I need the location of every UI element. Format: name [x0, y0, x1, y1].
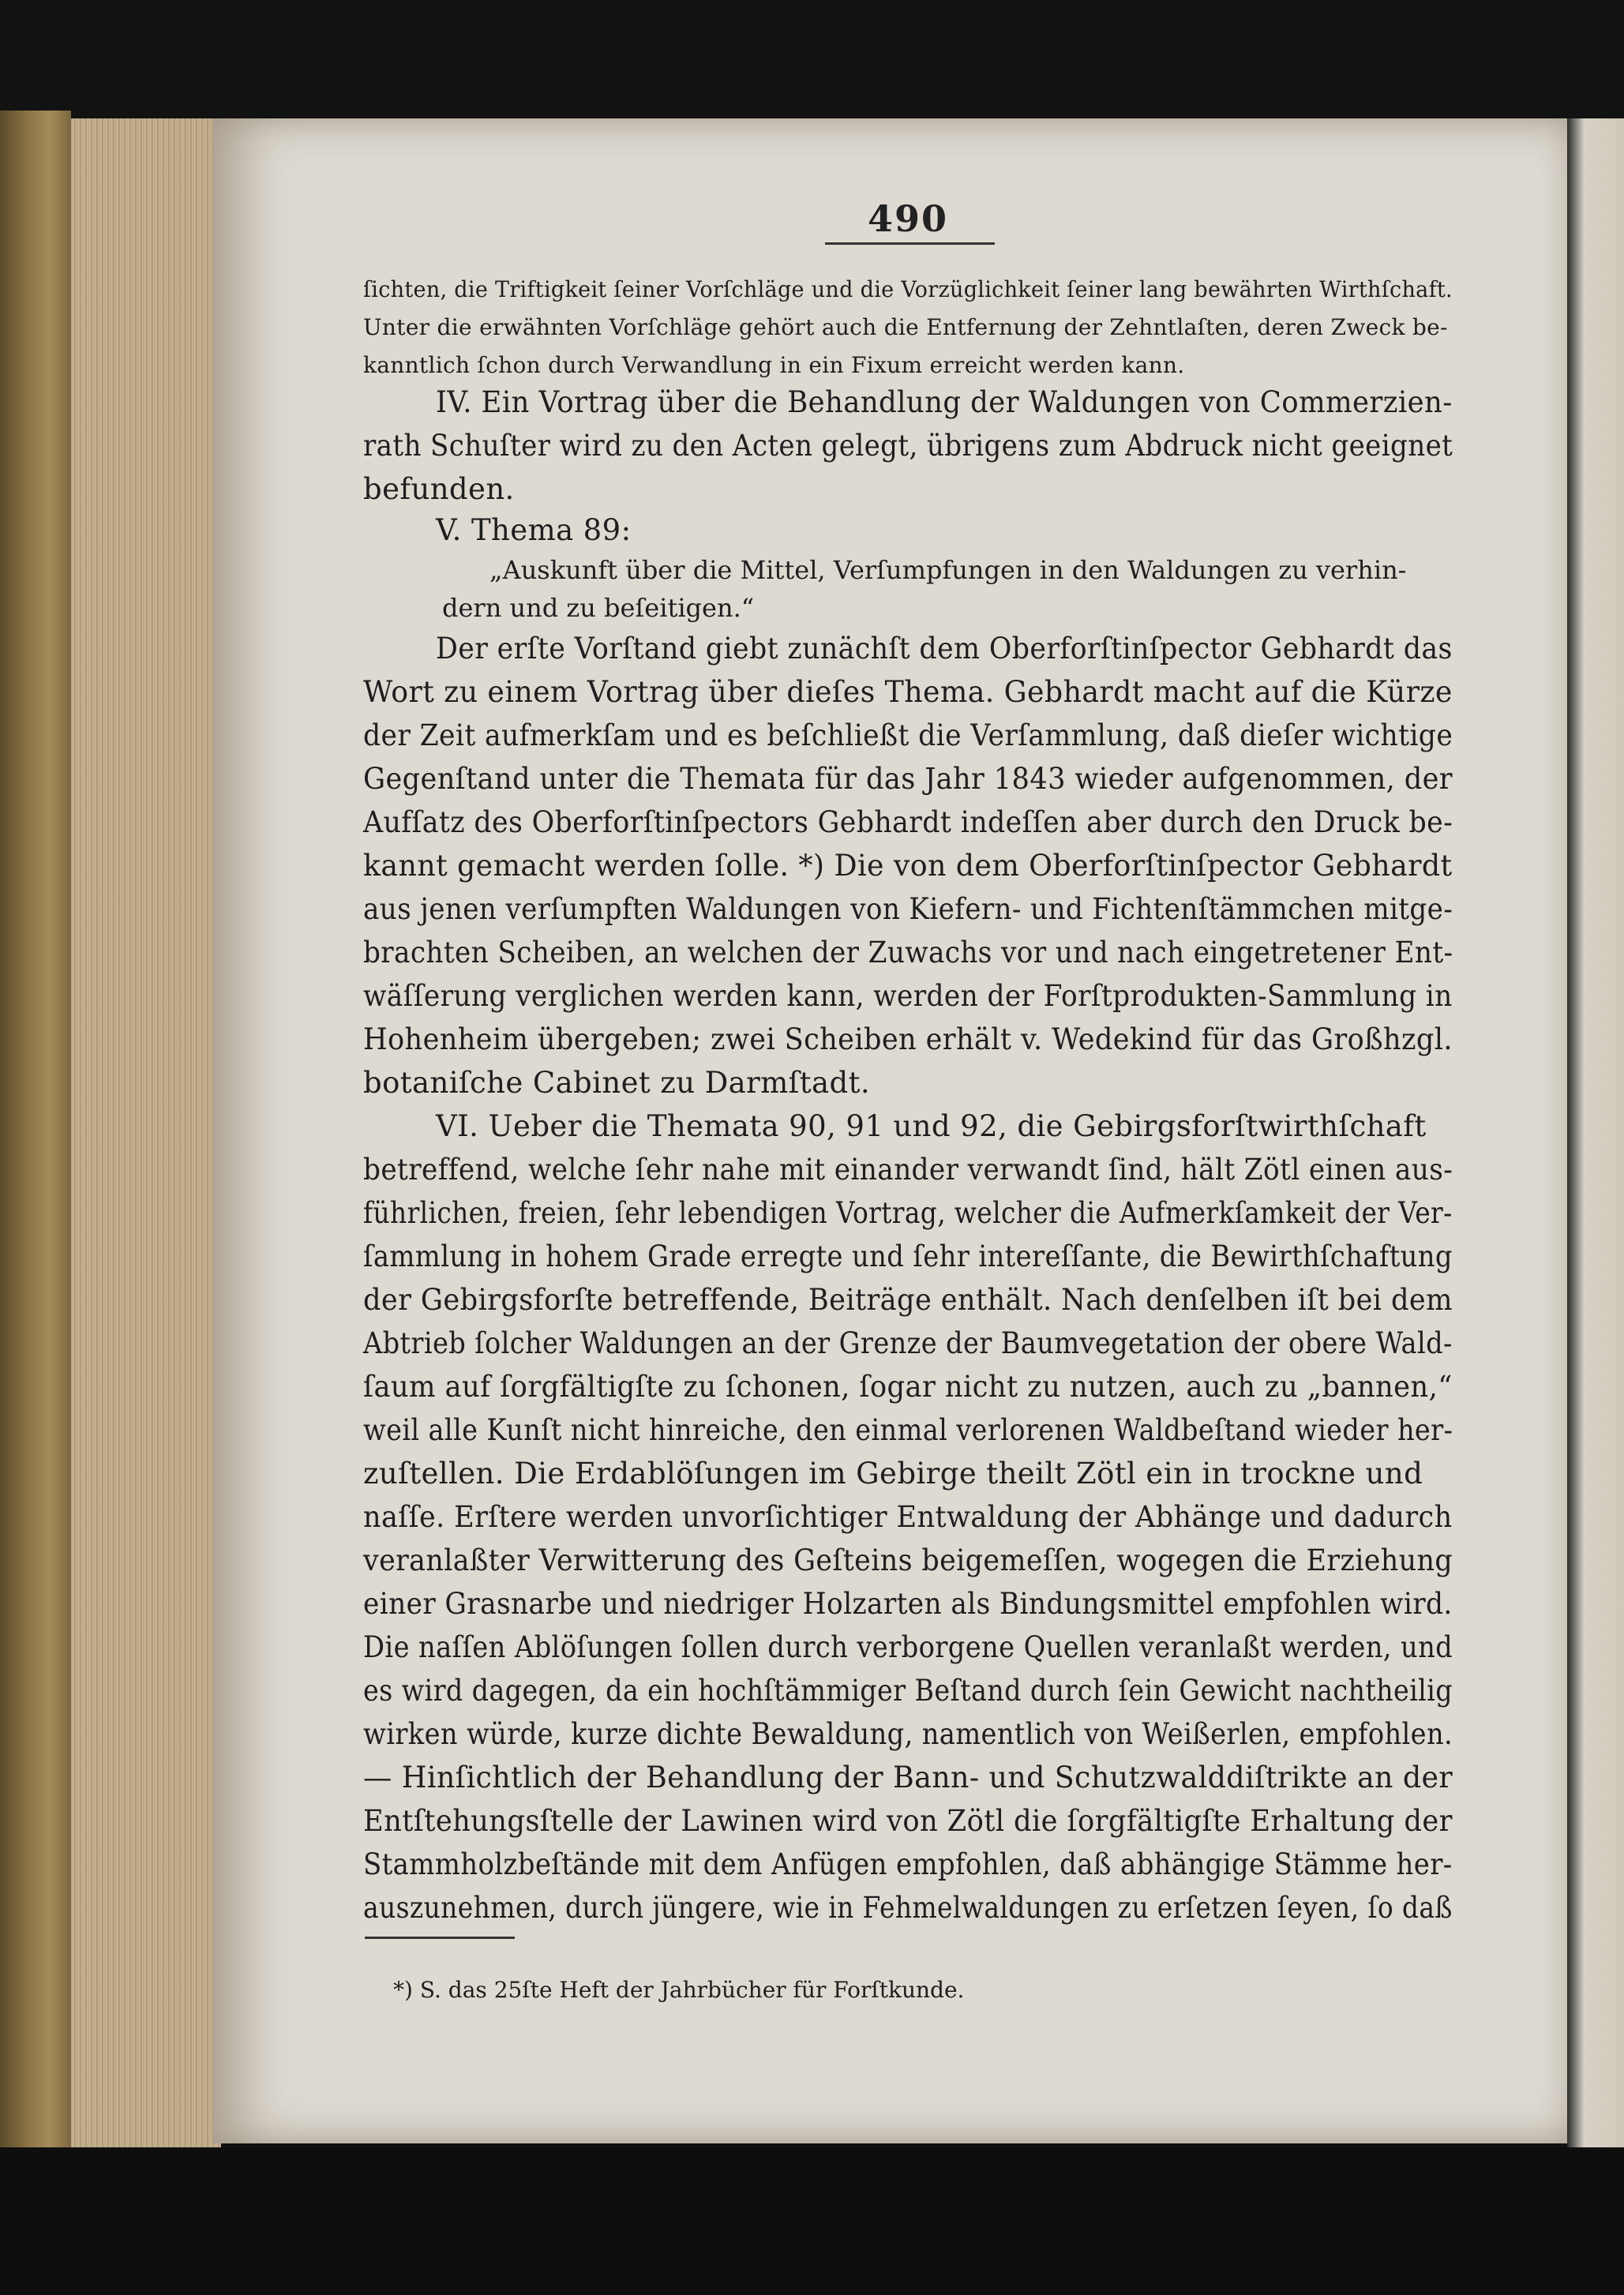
quote-line: dern und zu beſeitigen.“	[442, 593, 755, 623]
text-line: VI. Ueber die Themata 90, 91 und 92, die Gebirgsforſtwirthſchaft	[436, 1109, 1427, 1143]
text-line: betreffend, welche ſehr nahe mit einander verwandt ſind, hält Zötl einen aus-	[363, 1153, 1453, 1187]
text-line: Stammholzbeſtände mit dem Anfügen empfohlen, daß abhängige Stämme her-	[363, 1847, 1453, 1881]
text-line: kanntlich ſchon durch Verwandlung in ein Fixum erreicht werden kann.	[363, 352, 1185, 378]
text-line: botaniſche Cabinet zu Darmſtadt.	[363, 1066, 871, 1100]
text-line: Die naſſen Ablöſungen ſollen durch verborgene Quellen veranlaßt werden, und	[363, 1630, 1453, 1664]
footnote: *) S. das 25ſte Heft der Jahrbücher für Forſtkunde.	[393, 1977, 965, 2003]
text-line: brachten Scheiben, an welchen der Zuwachs vor und nach eingetretener Ent-	[363, 936, 1453, 969]
text-line: V. Thema 89:	[436, 513, 632, 547]
text-line: zuſtellen. Die Erdablöſungen im Gebirge theilt Zötl ein in trockne und	[363, 1457, 1423, 1491]
text-line: Entſtehungsſtelle der Lawinen wird von Zötl die ſorgfältigſte Erhaltung der	[363, 1804, 1453, 1838]
text-line: wäſſerung verglichen werden kann, werden der Forſtprodukten-Sammlung in	[363, 979, 1453, 1013]
text-line: — Hinſichtlich der Behandlung der Bann- und Schutzwalddiſtrikte an der	[363, 1761, 1453, 1794]
text-line: einer Grasnarbe und niedriger Holzarten als Bindungsmittel empfohlen wird.	[363, 1587, 1453, 1621]
text-line: rath Schuſter wird zu den Acten gelegt, übrigens zum Abdruck nicht geeignet	[363, 429, 1453, 463]
text-line: Wort zu einem Vortrag über dieſes Thema. Gebhardt macht auf die Kürze	[363, 675, 1453, 709]
text-line: wirken würde, kurze dichte Bewaldung, namentlich von Weißerlen, empfohlen.	[363, 1717, 1453, 1751]
page-number: 490	[867, 197, 949, 240]
scan-background-top	[0, 0, 1624, 118]
text-line: weil alle Kunſt nicht hinreiche, den einmal verlorenen Waldbeſtand wieder her-	[363, 1413, 1453, 1447]
text-line: der Zeit aufmerkſam und es beſchließt die Verſammlung, daß dieſer wichtige	[363, 718, 1453, 752]
text-line: IV. Ein Vortrag über die Behandlung der Waldungen von Commerzien-	[436, 385, 1453, 419]
text-line: führlichen, freien, ſehr lebendigen Vortrag, welcher die Aufmerkſamkeit der Ver-	[363, 1196, 1453, 1230]
text-line: der Gebirgsforſte betreffende, Beiträge enthält. Nach denſelben iſt bei dem	[363, 1283, 1453, 1317]
page-stack-edge	[71, 118, 221, 2147]
text-line: Unter die erwähnten Vorſchläge gehört auch die Entfernung der Zehntlaſten, deren Zweck be-	[363, 314, 1448, 340]
quote-line: „Auskunft über die Mittel, Verſumpfungen in den Waldungen zu verhin-	[489, 555, 1407, 585]
text-line: Der erſte Vorſtand giebt zunächſt dem Oberforſtinſpector Gebhardt das	[436, 632, 1453, 666]
text-line: naſſe. Erſtere werden unvorſichtiger Entwaldung der Abhänge und dadurch	[363, 1500, 1453, 1534]
text-line: ſichten, die Triftigkeit ſeiner Vorſchläge und die Vorzüglichkeit ſeiner lang bewährten Wirthſchaft.	[363, 276, 1453, 302]
text-line: Hohenheim übergeben; zwei Scheiben erhält v. Wedekind für das Großhzgl.	[363, 1022, 1453, 1056]
text-line: ſammlung in hohem Grade erregte und ſehr intereſſante, die Bewirthſchaftung	[363, 1239, 1453, 1273]
book-cover-edge	[0, 111, 71, 2147]
text-line: kannt gemacht werden ſolle. *) Die von dem Oberforſtinſpector Gebhardt	[363, 849, 1453, 883]
text-line: Gegenſtand unter die Themata für das Jahr 1843 wieder aufgenommen, der	[363, 762, 1453, 796]
text-line: Abtrieb ſolcher Waldungen an der Grenze der Baumvegetation der obere Wald-	[363, 1326, 1453, 1360]
scan-background-bottom	[0, 2147, 1624, 2295]
page-number-rule	[825, 242, 995, 245]
text-line: befunden.	[363, 472, 515, 506]
text-line: veranlaßter Verwitterung des Geſteins beigemeſſen, wogegen die Erziehung	[363, 1543, 1453, 1577]
text-line: Aufſatz des Oberforſtinſpectors Gebhardt indeſſen aber durch den Druck be-	[363, 805, 1453, 839]
text-line: ſaum auf ſorgfältigſte zu ſchonen, ſogar nicht zu nutzen, auch zu „bannen,“	[363, 1370, 1453, 1404]
text-line: aus jenen verſumpften Waldungen von Kiefern- und Fichtenſtämmchen mitge-	[363, 892, 1453, 926]
facing-page-edge	[1567, 118, 1624, 2147]
text-line: es wird dagegen, da ein hochſtämmiger Beſtand durch ſein Gewicht nachtheilig	[363, 1674, 1453, 1708]
text-line: auszunehmen, durch jüngere, wie in Fehmelwaldungen zu erſetzen ſeyen, ſo daß	[363, 1891, 1453, 1925]
footnote-rule	[365, 1937, 515, 1939]
